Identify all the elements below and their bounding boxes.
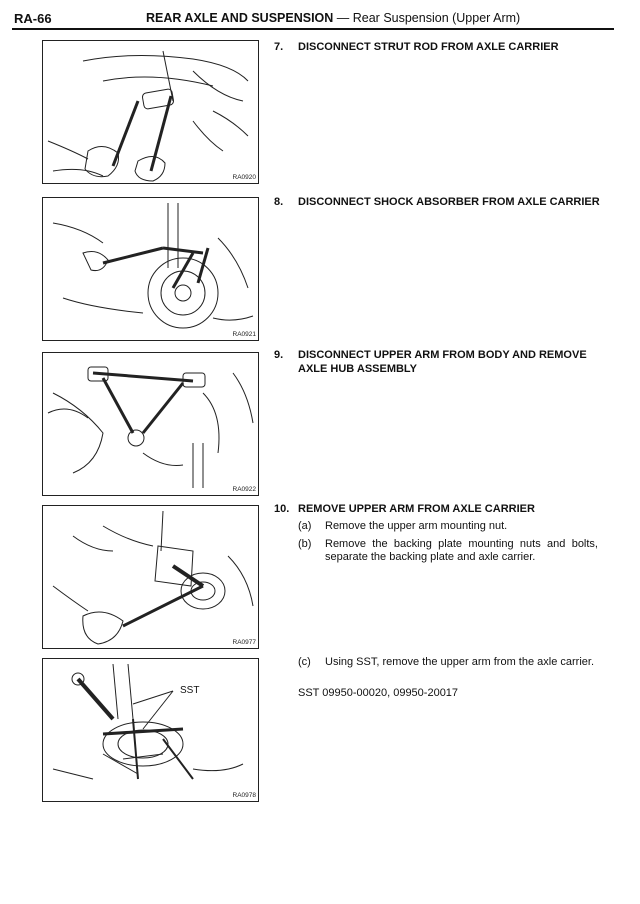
- upper-arm-body-illustration: [43, 353, 258, 495]
- section-title: [146, 11, 520, 25]
- step-heading: DISCONNECT SHOCK ABSORBER FROM AXLE CARRIER: [298, 196, 600, 208]
- substep-c: [298, 656, 598, 669]
- substep-a: [298, 520, 598, 533]
- substep-label: (c): [298, 656, 311, 668]
- figure-code: RA0921: [232, 331, 256, 338]
- sst-part-numbers: SST 09950-00020, 09950-20017: [298, 687, 459, 699]
- page-header: [12, 8, 614, 30]
- figure-strut-rod: [42, 40, 259, 184]
- substep-text: Using SST, remove the upper arm from the axle carrier.: [325, 656, 594, 668]
- step-number: 7.: [274, 41, 284, 53]
- step-10: [274, 502, 604, 516]
- step-heading: DISCONNECT STRUT ROD FROM AXLE CARRIER: [298, 41, 559, 53]
- figure-sst-puller: [42, 658, 259, 802]
- substep-text: Remove the backing plate mounting nuts and bolts, separate the backing plate and axle carrier.: [325, 538, 598, 563]
- substep-text: Remove the upper arm mounting nut.: [325, 520, 508, 532]
- step-8: [274, 195, 604, 209]
- figure-code: RA0978: [232, 792, 256, 799]
- step-number: 9.: [274, 349, 284, 361]
- figure-shock-absorber: [42, 197, 259, 341]
- substep-b: [298, 538, 598, 564]
- step-7: [274, 40, 604, 54]
- section-title-bold: REAR AXLE AND SUSPENSION: [146, 11, 334, 25]
- figure-mounting-nut: [42, 505, 259, 649]
- shock-absorber-illustration: [43, 198, 258, 340]
- substep-label: (a): [298, 520, 312, 532]
- step-9: [274, 348, 604, 376]
- figure-code: RA0920: [232, 174, 256, 181]
- step-heading: DISCONNECT UPPER ARM FROM BODY AND REMOVE AXLE HUB ASSEMBLY: [298, 349, 587, 375]
- page-code: RA-66: [14, 11, 52, 26]
- sst-puller-illustration: [43, 659, 258, 801]
- strut-rod-illustration: [43, 41, 258, 183]
- step-number: 10.: [274, 503, 290, 515]
- step-number: 8.: [274, 196, 284, 208]
- step-heading: REMOVE UPPER ARM FROM AXLE CARRIER: [298, 503, 535, 515]
- figure-code: RA0922: [232, 486, 256, 493]
- figure-upper-arm-body: [42, 352, 259, 496]
- substep-label: (b): [298, 538, 312, 550]
- figure-code: RA0977: [232, 639, 256, 646]
- sst-callout-label: SST: [180, 685, 200, 696]
- section-title-sub: — Rear Suspension (Upper Arm): [336, 11, 521, 25]
- mounting-nut-illustration: [43, 506, 258, 648]
